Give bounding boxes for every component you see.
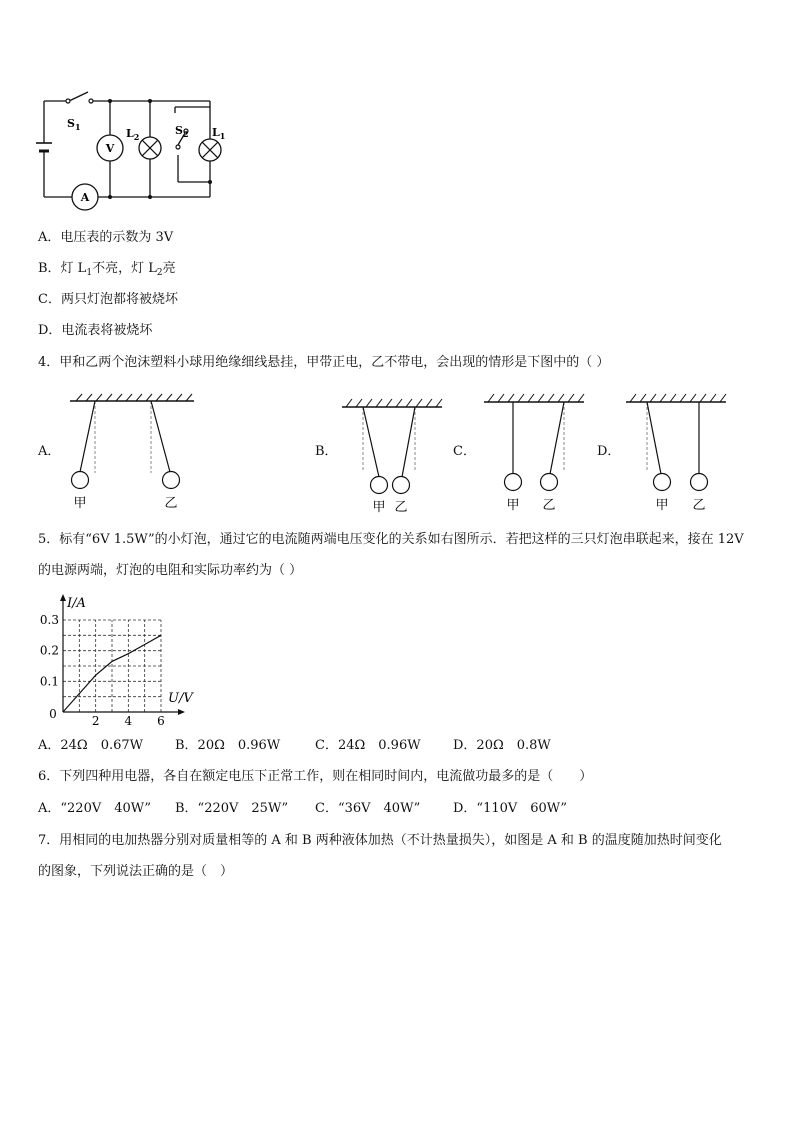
junction-dot bbox=[148, 99, 152, 103]
switch-terminal bbox=[89, 99, 93, 103]
q5-option-d: D．20Ω 0.8W bbox=[453, 738, 551, 753]
ball-yi bbox=[393, 477, 410, 494]
thread-yi bbox=[550, 402, 564, 474]
y-tick-label: 0.1 bbox=[39, 674, 59, 689]
junction-dot bbox=[148, 195, 152, 199]
q6-option-a: A．“220V 40W” bbox=[38, 801, 152, 816]
y-tick-label: 0.2 bbox=[39, 643, 59, 658]
q4-figure-d bbox=[622, 392, 732, 515]
x-tick-label: 0 bbox=[49, 707, 57, 721]
q5-option-b: B．20Ω 0.96W bbox=[175, 738, 281, 753]
x-axis-label: U/V bbox=[168, 691, 193, 706]
label-yi: 乙 bbox=[164, 496, 178, 511]
x-tick-label: 2 bbox=[91, 714, 100, 725]
q4-option-b: B． bbox=[315, 444, 338, 459]
q4-figure-a bbox=[62, 393, 202, 515]
q5-option-c: C．24Ω 0.96W bbox=[315, 738, 421, 753]
thread-yi bbox=[151, 401, 170, 472]
switch-terminal bbox=[176, 145, 180, 149]
junction-dot bbox=[108, 99, 112, 103]
label-jia: 甲 bbox=[73, 496, 87, 511]
q5-stem-line1: 5．标有“6V 1.5W”的小灯泡，通过它的电流随两端电压变化的关系如右图所示．若把这样的三只灯泡串联起来，接在 12V bbox=[38, 532, 744, 547]
switch-s1-blade bbox=[69, 92, 88, 101]
ball-jia bbox=[72, 472, 89, 489]
q4-stem: 4．甲和乙两个泡沫塑料小球用绝缘细线悬挂，甲带正电，乙不带电，会出现的情形是下图中的（ ） bbox=[38, 355, 610, 370]
lamp-l2-icon bbox=[139, 137, 161, 159]
q4-option-c: C． bbox=[453, 444, 476, 459]
l2-label: $L_2$ bbox=[126, 127, 140, 142]
junction-dot bbox=[208, 180, 212, 184]
ball-jia bbox=[371, 477, 388, 494]
switch-terminal bbox=[66, 99, 70, 103]
q3-option-b: B．灯 $L_1$不亮，灯 $L_2$亮 bbox=[38, 261, 176, 278]
y-axis-label: I/A bbox=[67, 596, 86, 611]
ball-yi bbox=[691, 474, 708, 491]
label-jia: 甲 bbox=[506, 498, 520, 513]
thread-yi bbox=[402, 407, 415, 477]
q7-stem-line2: 的图象，下列说法正确的是（ ） bbox=[38, 864, 234, 879]
thread-jia bbox=[80, 401, 95, 472]
iv-chart bbox=[30, 590, 200, 725]
label-yi: 乙 bbox=[542, 498, 556, 513]
q6-option-d: D．“110V 60W” bbox=[453, 801, 568, 816]
x-tick-label: 6 bbox=[157, 714, 165, 725]
q7-stem-line1: 7．用相同的电加热器分别对质量相等的 A 和 B 两种液体加热（不计热量损失），如图是 A 和 B 的温度随加热时间变化 bbox=[38, 833, 722, 848]
q4-figure-c bbox=[480, 392, 590, 515]
ammeter-label: A bbox=[80, 191, 90, 204]
circuit-diagram bbox=[30, 85, 230, 215]
ball-yi bbox=[541, 474, 558, 491]
label-jia: 甲 bbox=[655, 498, 669, 513]
l1-label: $L_1$ bbox=[212, 126, 226, 141]
q6-stem: 6．下列四种用电器，各自在额定电压下正常工作，则在相同时间内，电流做功最多的是（ ） bbox=[38, 769, 593, 784]
label-yi: 乙 bbox=[394, 500, 408, 515]
q3-option-d: D．电流表将被烧坏 bbox=[38, 323, 153, 338]
y-tick-label: 0.3 bbox=[39, 613, 59, 627]
label-jia: 甲 bbox=[372, 500, 386, 515]
lamp-l1-icon bbox=[199, 139, 221, 161]
thread-jia bbox=[363, 407, 379, 477]
chart-grid bbox=[63, 620, 161, 712]
s2-label: $S_2$ bbox=[175, 124, 189, 139]
ball-jia bbox=[654, 474, 671, 491]
ball-yi bbox=[163, 472, 180, 489]
thread-jia bbox=[647, 402, 661, 474]
q6-option-c: C．“36V 40W” bbox=[315, 801, 421, 816]
y-axis-arrow bbox=[60, 594, 66, 601]
label-yi: 乙 bbox=[692, 498, 706, 513]
q4-option-d: D． bbox=[597, 444, 621, 459]
q5-option-a: A．24Ω 0.67W bbox=[38, 738, 144, 753]
s1-label: $S_1$ bbox=[67, 117, 81, 132]
x-tick-label: 4 bbox=[124, 714, 133, 725]
q5-stem-line2: 的电源两端，灯泡的电阻和实际功率约为（ ） bbox=[38, 563, 303, 578]
q4-option-a: A． bbox=[38, 444, 61, 459]
junction-dot bbox=[108, 195, 112, 199]
q6-option-b: B．“220V 25W” bbox=[175, 801, 289, 816]
x-axis-arrow bbox=[178, 709, 185, 715]
q4-figure-b bbox=[338, 395, 448, 515]
q3-option-c: C．两只灯泡都将被烧坏 bbox=[38, 292, 178, 307]
ball-jia bbox=[505, 474, 522, 491]
voltmeter-label: V bbox=[105, 142, 115, 155]
q3-option-a: A．电压表的示数为 3V bbox=[38, 230, 174, 245]
